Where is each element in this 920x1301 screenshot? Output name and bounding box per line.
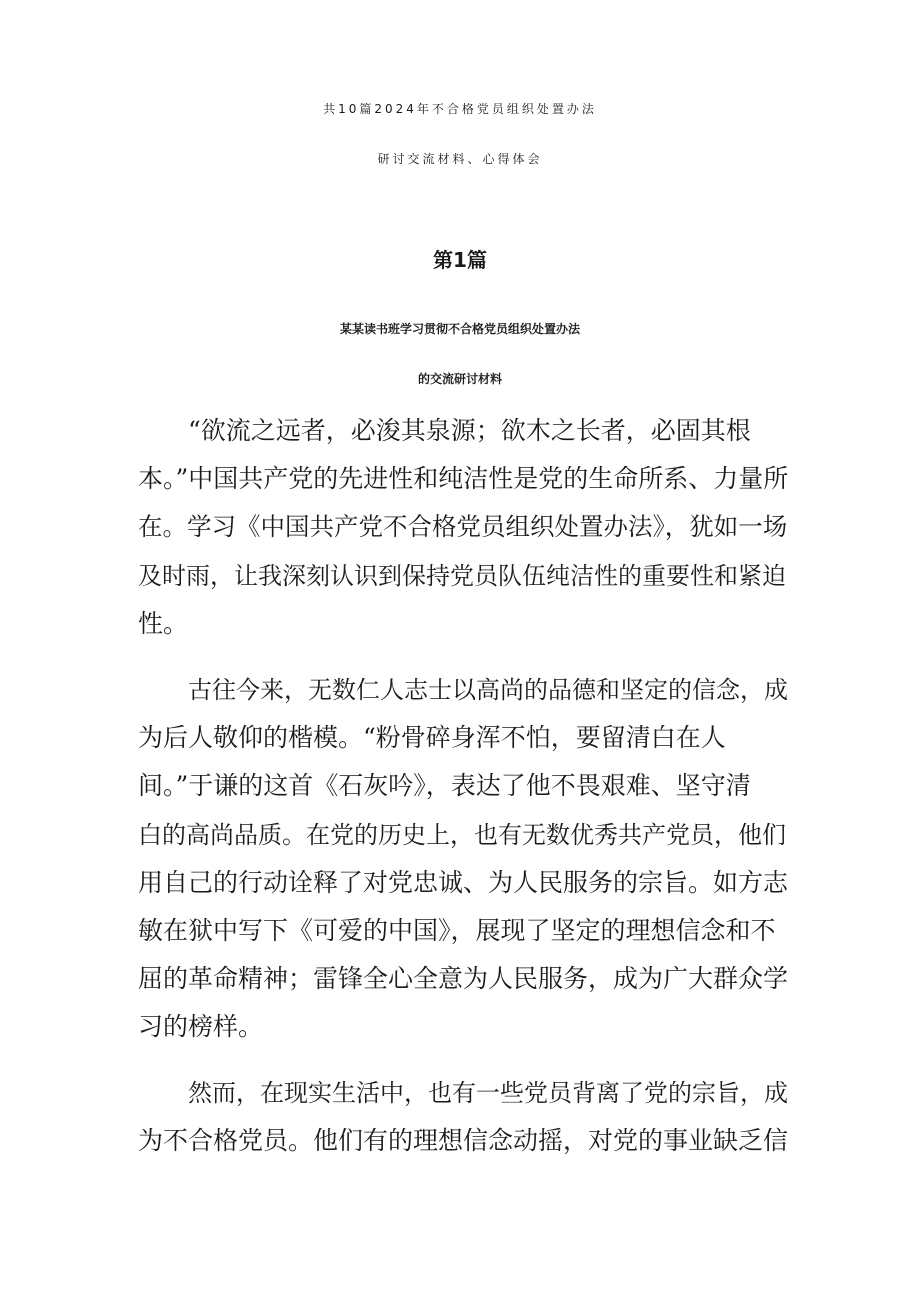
text-line: 习的榜样。 xyxy=(138,1012,264,1041)
document-title-line-2: 研讨交流材料、心得体会 xyxy=(377,152,543,166)
text-line: 及时雨，让我深刻认识到保持党员队伍纯洁性的重要性和紧迫 xyxy=(138,562,786,590)
text-line: 然而，在现实生活中，也有一些党员背离了党的宗旨，成 xyxy=(188,1079,788,1107)
text-line: 古往今来，无数仁人志士以高尚的品德和坚定的信念，成 xyxy=(188,676,788,704)
text-line: “欲流之远者，必浚其泉源；欲木之长者，必固其根 xyxy=(188,416,751,445)
text-line: 本。”中国共产党的先进性和纯洁性是党的生命所系、力量所 xyxy=(138,464,789,493)
text-line: 在。学习《中国共产党不合格党员组织处置办法》，犹如一场 xyxy=(138,512,788,541)
text-line: 屈的革命精神；雷锋全心全意为人民服务，成为广大群众学 xyxy=(138,964,789,993)
text-line: 为后人敬仰的楷模。“粉骨碎身浑不怕，要留清白在人 xyxy=(138,723,726,752)
article-title-line-2: 的交流研讨材料 xyxy=(417,371,502,386)
text-line: 为不合格党员。他们有的理想信念动摇，对党的事业缺乏信 xyxy=(138,1126,789,1155)
text-line: 敏在狱中写下《可爱的中国》，展现了坚定的理想信念和不 xyxy=(138,916,776,945)
article-title-line-1: 某某读书班学习贯彻不合格党员组织处置办法 xyxy=(339,321,580,336)
text-line: 用自己的行动诠释了对党忠诚、为人民服务的宗旨。如方志 xyxy=(138,868,789,897)
text-line: 白的高尚品质。在党的历史上，也有无数优秀共产党员，他们 xyxy=(138,821,786,849)
text-line: 性。 xyxy=(138,609,189,638)
text-line: 间。”于谦的这首《石灰吟》，表达了他不畏艰难、坚守清 xyxy=(138,771,751,800)
document-title-line-1: 共10篇2024年不合格党员组织处置办法 xyxy=(323,102,597,116)
part-label: 第1篇 xyxy=(433,248,487,272)
